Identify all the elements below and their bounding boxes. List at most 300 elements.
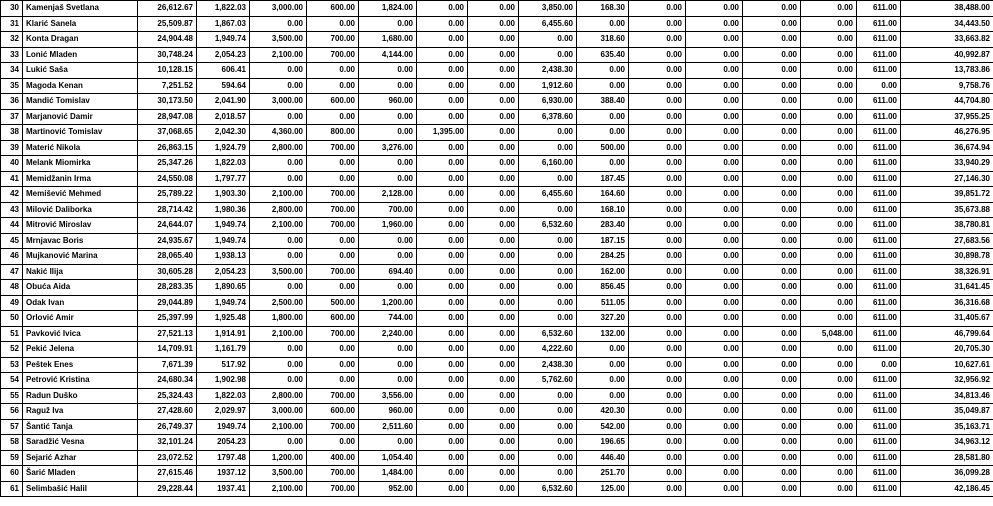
col-8-cell: 0.00 (417, 16, 468, 32)
col-14-cell: 0.00 (743, 450, 801, 466)
col-3-cell: 30,173.50 (138, 94, 197, 110)
col-3-cell: 26,749.37 (138, 419, 197, 435)
row-number-cell: 43 (1, 202, 23, 218)
row-total-cell: 35,163.71 (901, 419, 993, 435)
col-11-cell: 0.00 (577, 16, 629, 32)
col-7-cell: 0.00 (359, 78, 417, 94)
col-15-cell: 0.00 (801, 32, 857, 48)
row-total-cell: 33,663.82 (901, 32, 993, 48)
col-11-cell: 0.00 (577, 125, 629, 141)
row-total-cell: 40,992.87 (901, 47, 993, 63)
row-total-cell: 31,405.67 (901, 311, 993, 327)
row-number-cell: 45 (1, 233, 23, 249)
col-11-cell: 542.00 (577, 419, 629, 435)
col-12-cell: 0.00 (629, 280, 686, 296)
col-8-cell: 0.00 (417, 326, 468, 342)
col-5-cell: 0.00 (250, 233, 307, 249)
col-12-cell: 0.00 (629, 125, 686, 141)
col-8-cell: 0.00 (417, 249, 468, 265)
col-10-cell: 0.00 (519, 249, 577, 265)
col-15-cell: 0.00 (801, 450, 857, 466)
col-5-cell: 2,100.00 (250, 187, 307, 203)
col-8-cell: 0.00 (417, 264, 468, 280)
col-11-cell: 0.00 (577, 78, 629, 94)
row-number-cell: 51 (1, 326, 23, 342)
employee-name-cell: Materić Nikola (23, 140, 138, 156)
employee-name-cell: Martinović Tomislav (23, 125, 138, 141)
col-8-cell: 0.00 (417, 94, 468, 110)
col-11-cell: 0.00 (577, 357, 629, 373)
col-8-cell: 0.00 (417, 404, 468, 420)
employee-name-cell: Nakić Ilija (23, 264, 138, 280)
col-14-cell: 0.00 (743, 140, 801, 156)
col-15-cell: 0.00 (801, 218, 857, 234)
col-8-cell: 0.00 (417, 171, 468, 187)
col-12-cell: 0.00 (629, 295, 686, 311)
row-total-cell: 10,627.61 (901, 357, 993, 373)
table-row (1, 202, 993, 218)
col-6-cell: 700.00 (307, 481, 359, 497)
col-10-cell: 2,438.30 (519, 63, 577, 79)
col-11-cell: 327.20 (577, 311, 629, 327)
col-6-cell: 400.00 (307, 450, 359, 466)
col-12-cell: 0.00 (629, 47, 686, 63)
col-11-cell: 196.65 (577, 435, 629, 451)
col-3-cell: 10,128.15 (138, 63, 197, 79)
col-12-cell: 0.00 (629, 450, 686, 466)
row-total-cell: 34,813.46 (901, 388, 993, 404)
col-6-cell: 700.00 (307, 32, 359, 48)
col-3-cell: 27,428.60 (138, 404, 197, 420)
row-number-cell: 49 (1, 295, 23, 311)
col-11-cell: 856.45 (577, 280, 629, 296)
col-16-cell: 611.00 (857, 109, 901, 125)
employee-name-cell: Mitrović Miroslav (23, 218, 138, 234)
col-4-cell: 1,938.13 (197, 249, 250, 265)
col-7-cell: 0.00 (359, 109, 417, 125)
col-9-cell: 0.00 (468, 450, 519, 466)
col-3-cell: 25,509.87 (138, 16, 197, 32)
col-14-cell: 0.00 (743, 109, 801, 125)
col-7-cell: 3,556.00 (359, 388, 417, 404)
col-15-cell: 0.00 (801, 466, 857, 482)
col-15-cell: 0.00 (801, 342, 857, 358)
col-4-cell: 517.92 (197, 357, 250, 373)
col-15-cell: 0.00 (801, 156, 857, 172)
col-8-cell: 0.00 (417, 233, 468, 249)
col-16-cell: 611.00 (857, 125, 901, 141)
table-row (1, 435, 993, 451)
col-7-cell: 1,200.00 (359, 295, 417, 311)
col-4-cell: 1797.48 (197, 450, 250, 466)
table-row (1, 373, 993, 389)
col-16-cell: 611.00 (857, 233, 901, 249)
col-10-cell: 6,160.00 (519, 156, 577, 172)
col-8-cell: 0.00 (417, 218, 468, 234)
employee-name-cell: Saradžić Vesna (23, 435, 138, 451)
col-3-cell: 25,324.43 (138, 388, 197, 404)
col-3-cell: 32,101.24 (138, 435, 197, 451)
row-number-cell: 30 (1, 1, 23, 17)
col-6-cell: 700.00 (307, 326, 359, 342)
col-16-cell: 611.00 (857, 388, 901, 404)
col-16-cell: 611.00 (857, 249, 901, 265)
col-12-cell: 0.00 (629, 357, 686, 373)
col-4-cell: 2,041.90 (197, 94, 250, 110)
col-4-cell: 2,054.23 (197, 47, 250, 63)
table-row (1, 264, 993, 280)
table-row (1, 218, 993, 234)
col-7-cell: 1,680.00 (359, 32, 417, 48)
col-10-cell: 0.00 (519, 419, 577, 435)
col-15-cell: 0.00 (801, 264, 857, 280)
col-9-cell: 0.00 (468, 47, 519, 63)
row-total-cell: 32,956.92 (901, 373, 993, 389)
col-4-cell: 2,054.23 (197, 264, 250, 280)
row-number-cell: 52 (1, 342, 23, 358)
row-total-cell: 44,704.80 (901, 94, 993, 110)
row-total-cell: 36,099.28 (901, 466, 993, 482)
col-5-cell: 2,100.00 (250, 218, 307, 234)
col-14-cell: 0.00 (743, 357, 801, 373)
col-4-cell: 1,980.36 (197, 202, 250, 218)
col-7-cell: 1,054.40 (359, 450, 417, 466)
col-12-cell: 0.00 (629, 311, 686, 327)
col-12-cell: 0.00 (629, 342, 686, 358)
col-6-cell: 600.00 (307, 94, 359, 110)
col-5-cell: 2,800.00 (250, 140, 307, 156)
col-11-cell: 0.00 (577, 63, 629, 79)
col-13-cell: 0.00 (686, 47, 743, 63)
table-row (1, 233, 993, 249)
col-10-cell: 6,378.60 (519, 109, 577, 125)
col-12-cell: 0.00 (629, 109, 686, 125)
table-row (1, 295, 993, 311)
col-3-cell: 28,283.35 (138, 280, 197, 296)
col-11-cell: 0.00 (577, 156, 629, 172)
col-4-cell: 1,902.98 (197, 373, 250, 389)
col-15-cell: 0.00 (801, 94, 857, 110)
col-13-cell: 0.00 (686, 78, 743, 94)
col-12-cell: 0.00 (629, 218, 686, 234)
col-6-cell: 0.00 (307, 357, 359, 373)
col-16-cell: 611.00 (857, 63, 901, 79)
col-4-cell: 1,914.91 (197, 326, 250, 342)
col-14-cell: 0.00 (743, 16, 801, 32)
col-14-cell: 0.00 (743, 233, 801, 249)
employee-name-cell: Pekić Jelena (23, 342, 138, 358)
col-12-cell: 0.00 (629, 233, 686, 249)
employee-name-cell: Marjanović Damir (23, 109, 138, 125)
col-8-cell: 0.00 (417, 32, 468, 48)
col-3-cell: 26,863.15 (138, 140, 197, 156)
col-6-cell: 0.00 (307, 16, 359, 32)
col-3-cell: 25,397.99 (138, 311, 197, 327)
col-6-cell: 700.00 (307, 264, 359, 280)
col-9-cell: 0.00 (468, 357, 519, 373)
col-12-cell: 0.00 (629, 140, 686, 156)
col-16-cell: 611.00 (857, 47, 901, 63)
col-6-cell: 0.00 (307, 156, 359, 172)
col-9-cell: 0.00 (468, 280, 519, 296)
col-6-cell: 600.00 (307, 1, 359, 17)
col-6-cell: 0.00 (307, 373, 359, 389)
table-row (1, 125, 993, 141)
col-6-cell: 0.00 (307, 342, 359, 358)
col-14-cell: 0.00 (743, 1, 801, 17)
col-12-cell: 0.00 (629, 373, 686, 389)
row-number-cell: 34 (1, 63, 23, 79)
table-row (1, 280, 993, 296)
row-number-cell: 40 (1, 156, 23, 172)
col-10-cell: 2,438.30 (519, 357, 577, 373)
row-number-cell: 31 (1, 16, 23, 32)
table-row (1, 357, 993, 373)
col-13-cell: 0.00 (686, 16, 743, 32)
col-16-cell: 611.00 (857, 466, 901, 482)
col-14-cell: 0.00 (743, 94, 801, 110)
row-number-cell: 56 (1, 404, 23, 420)
col-3-cell: 24,644.07 (138, 218, 197, 234)
col-5-cell: 2,800.00 (250, 202, 307, 218)
col-8-cell: 0.00 (417, 357, 468, 373)
col-11-cell: 283.40 (577, 218, 629, 234)
col-3-cell: 24,904.48 (138, 32, 197, 48)
row-total-cell: 34,963.12 (901, 435, 993, 451)
col-14-cell: 0.00 (743, 373, 801, 389)
col-13-cell: 0.00 (686, 373, 743, 389)
employee-name-cell: Magoda Kenan (23, 78, 138, 94)
col-12-cell: 0.00 (629, 63, 686, 79)
col-6-cell: 700.00 (307, 218, 359, 234)
col-15-cell: 5,048.00 (801, 326, 857, 342)
col-4-cell: 2,042.30 (197, 125, 250, 141)
col-15-cell: 0.00 (801, 233, 857, 249)
employee-name-cell: Obuća Aida (23, 280, 138, 296)
col-9-cell: 0.00 (468, 466, 519, 482)
col-7-cell: 1,960.00 (359, 218, 417, 234)
col-4-cell: 1,949.74 (197, 295, 250, 311)
row-total-cell: 9,758.76 (901, 78, 993, 94)
col-13-cell: 0.00 (686, 171, 743, 187)
col-5-cell: 2,800.00 (250, 388, 307, 404)
col-15-cell: 0.00 (801, 404, 857, 420)
col-7-cell: 700.00 (359, 202, 417, 218)
col-11-cell: 318.60 (577, 32, 629, 48)
col-6-cell: 0.00 (307, 171, 359, 187)
col-15-cell: 0.00 (801, 78, 857, 94)
col-12-cell: 0.00 (629, 94, 686, 110)
col-15-cell: 0.00 (801, 249, 857, 265)
col-4-cell: 1,797.77 (197, 171, 250, 187)
col-10-cell: 4,222.60 (519, 342, 577, 358)
col-16-cell: 611.00 (857, 140, 901, 156)
col-14-cell: 0.00 (743, 419, 801, 435)
col-14-cell: 0.00 (743, 435, 801, 451)
row-number-cell: 47 (1, 264, 23, 280)
col-5-cell: 2,100.00 (250, 419, 307, 435)
col-4-cell: 1949.74 (197, 419, 250, 435)
col-5-cell: 1,800.00 (250, 311, 307, 327)
col-16-cell: 611.00 (857, 419, 901, 435)
col-6-cell: 0.00 (307, 78, 359, 94)
col-14-cell: 0.00 (743, 311, 801, 327)
col-14-cell: 0.00 (743, 63, 801, 79)
row-total-cell: 36,316.68 (901, 295, 993, 311)
employee-name-cell: Mrnjavac Boris (23, 233, 138, 249)
col-10-cell: 0.00 (519, 202, 577, 218)
row-total-cell: 46,799.64 (901, 326, 993, 342)
col-16-cell: 611.00 (857, 156, 901, 172)
col-10-cell: 1,912.60 (519, 78, 577, 94)
table-row (1, 140, 993, 156)
col-6-cell: 0.00 (307, 280, 359, 296)
col-7-cell: 0.00 (359, 125, 417, 141)
col-9-cell: 0.00 (468, 109, 519, 125)
col-7-cell: 2,240.00 (359, 326, 417, 342)
col-5-cell: 0.00 (250, 171, 307, 187)
col-3-cell: 24,550.08 (138, 171, 197, 187)
row-number-cell: 46 (1, 249, 23, 265)
row-number-cell: 60 (1, 466, 23, 482)
table-row (1, 16, 993, 32)
col-5-cell: 4,360.00 (250, 125, 307, 141)
col-10-cell: 3,850.00 (519, 1, 577, 17)
col-13-cell: 0.00 (686, 1, 743, 17)
row-number-cell: 59 (1, 450, 23, 466)
col-15-cell: 0.00 (801, 419, 857, 435)
col-14-cell: 0.00 (743, 171, 801, 187)
col-5-cell: 0.00 (250, 357, 307, 373)
col-8-cell: 0.00 (417, 373, 468, 389)
employee-name-cell: Melank Miomirka (23, 156, 138, 172)
col-10-cell: 0.00 (519, 466, 577, 482)
col-5-cell: 3,500.00 (250, 264, 307, 280)
col-10-cell: 0.00 (519, 171, 577, 187)
employee-name-cell: Orlović Amir (23, 311, 138, 327)
row-number-cell: 53 (1, 357, 23, 373)
col-3-cell: 28,714.42 (138, 202, 197, 218)
col-15-cell: 0.00 (801, 171, 857, 187)
col-15-cell: 0.00 (801, 1, 857, 17)
col-13-cell: 0.00 (686, 435, 743, 451)
col-16-cell: 611.00 (857, 311, 901, 327)
col-3-cell: 37,068.65 (138, 125, 197, 141)
col-16-cell: 611.00 (857, 171, 901, 187)
table-row (1, 450, 993, 466)
col-14-cell: 0.00 (743, 156, 801, 172)
table-row (1, 466, 993, 482)
col-10-cell: 0.00 (519, 435, 577, 451)
row-total-cell: 35,673.88 (901, 202, 993, 218)
table-row (1, 47, 993, 63)
col-12-cell: 0.00 (629, 202, 686, 218)
col-11-cell: 511.05 (577, 295, 629, 311)
col-16-cell: 611.00 (857, 435, 901, 451)
col-9-cell: 0.00 (468, 326, 519, 342)
col-5-cell: 1,200.00 (250, 450, 307, 466)
table-row (1, 249, 993, 265)
col-15-cell: 0.00 (801, 435, 857, 451)
col-7-cell: 1,484.00 (359, 466, 417, 482)
col-9-cell: 0.00 (468, 419, 519, 435)
col-9-cell: 0.00 (468, 156, 519, 172)
row-total-cell: 13,783.86 (901, 63, 993, 79)
col-10-cell: 6,930.00 (519, 94, 577, 110)
row-total-cell: 27,683.56 (901, 233, 993, 249)
col-11-cell: 187.45 (577, 171, 629, 187)
col-10-cell: 6,455.60 (519, 187, 577, 203)
col-9-cell: 0.00 (468, 1, 519, 17)
col-4-cell: 1,949.74 (197, 32, 250, 48)
col-12-cell: 0.00 (629, 404, 686, 420)
col-8-cell: 0.00 (417, 47, 468, 63)
col-13-cell: 0.00 (686, 404, 743, 420)
col-5-cell: 2,100.00 (250, 47, 307, 63)
col-13-cell: 0.00 (686, 357, 743, 373)
col-9-cell: 0.00 (468, 32, 519, 48)
col-5-cell: 0.00 (250, 373, 307, 389)
col-10-cell: 0.00 (519, 450, 577, 466)
col-4-cell: 1937.12 (197, 466, 250, 482)
employee-name-cell: Konta Dragan (23, 32, 138, 48)
col-15-cell: 0.00 (801, 109, 857, 125)
col-5-cell: 3,500.00 (250, 32, 307, 48)
col-12-cell: 0.00 (629, 78, 686, 94)
col-10-cell: 0.00 (519, 280, 577, 296)
col-9-cell: 0.00 (468, 63, 519, 79)
col-5-cell: 0.00 (250, 342, 307, 358)
row-total-cell: 37,955.25 (901, 109, 993, 125)
col-10-cell: 6,532.60 (519, 218, 577, 234)
col-4-cell: 1,822.03 (197, 388, 250, 404)
col-16-cell: 611.00 (857, 202, 901, 218)
row-number-cell: 50 (1, 311, 23, 327)
col-10-cell: 0.00 (519, 388, 577, 404)
col-9-cell: 0.00 (468, 218, 519, 234)
col-12-cell: 0.00 (629, 435, 686, 451)
row-number-cell: 35 (1, 78, 23, 94)
col-14-cell: 0.00 (743, 125, 801, 141)
col-16-cell: 611.00 (857, 32, 901, 48)
col-14-cell: 0.00 (743, 218, 801, 234)
row-number-cell: 38 (1, 125, 23, 141)
col-6-cell: 700.00 (307, 419, 359, 435)
col-6-cell: 0.00 (307, 435, 359, 451)
col-15-cell: 0.00 (801, 63, 857, 79)
col-8-cell: 0.00 (417, 78, 468, 94)
col-3-cell: 25,789.22 (138, 187, 197, 203)
col-13-cell: 0.00 (686, 466, 743, 482)
col-13-cell: 0.00 (686, 218, 743, 234)
col-8-cell: 0.00 (417, 140, 468, 156)
employee-name-cell: Kamenjaš Svetlana (23, 1, 138, 17)
col-9-cell: 0.00 (468, 264, 519, 280)
col-5-cell: 0.00 (250, 16, 307, 32)
row-total-cell: 34,443.50 (901, 16, 993, 32)
table-row (1, 78, 993, 94)
col-16-cell: 0.00 (857, 357, 901, 373)
employee-name-cell: Lukić Saša (23, 63, 138, 79)
col-14-cell: 0.00 (743, 47, 801, 63)
col-11-cell: 0.00 (577, 373, 629, 389)
col-15-cell: 0.00 (801, 481, 857, 497)
col-16-cell: 611.00 (857, 280, 901, 296)
col-7-cell: 694.40 (359, 264, 417, 280)
col-14-cell: 0.00 (743, 342, 801, 358)
col-7-cell: 0.00 (359, 435, 417, 451)
col-14-cell: 0.00 (743, 280, 801, 296)
